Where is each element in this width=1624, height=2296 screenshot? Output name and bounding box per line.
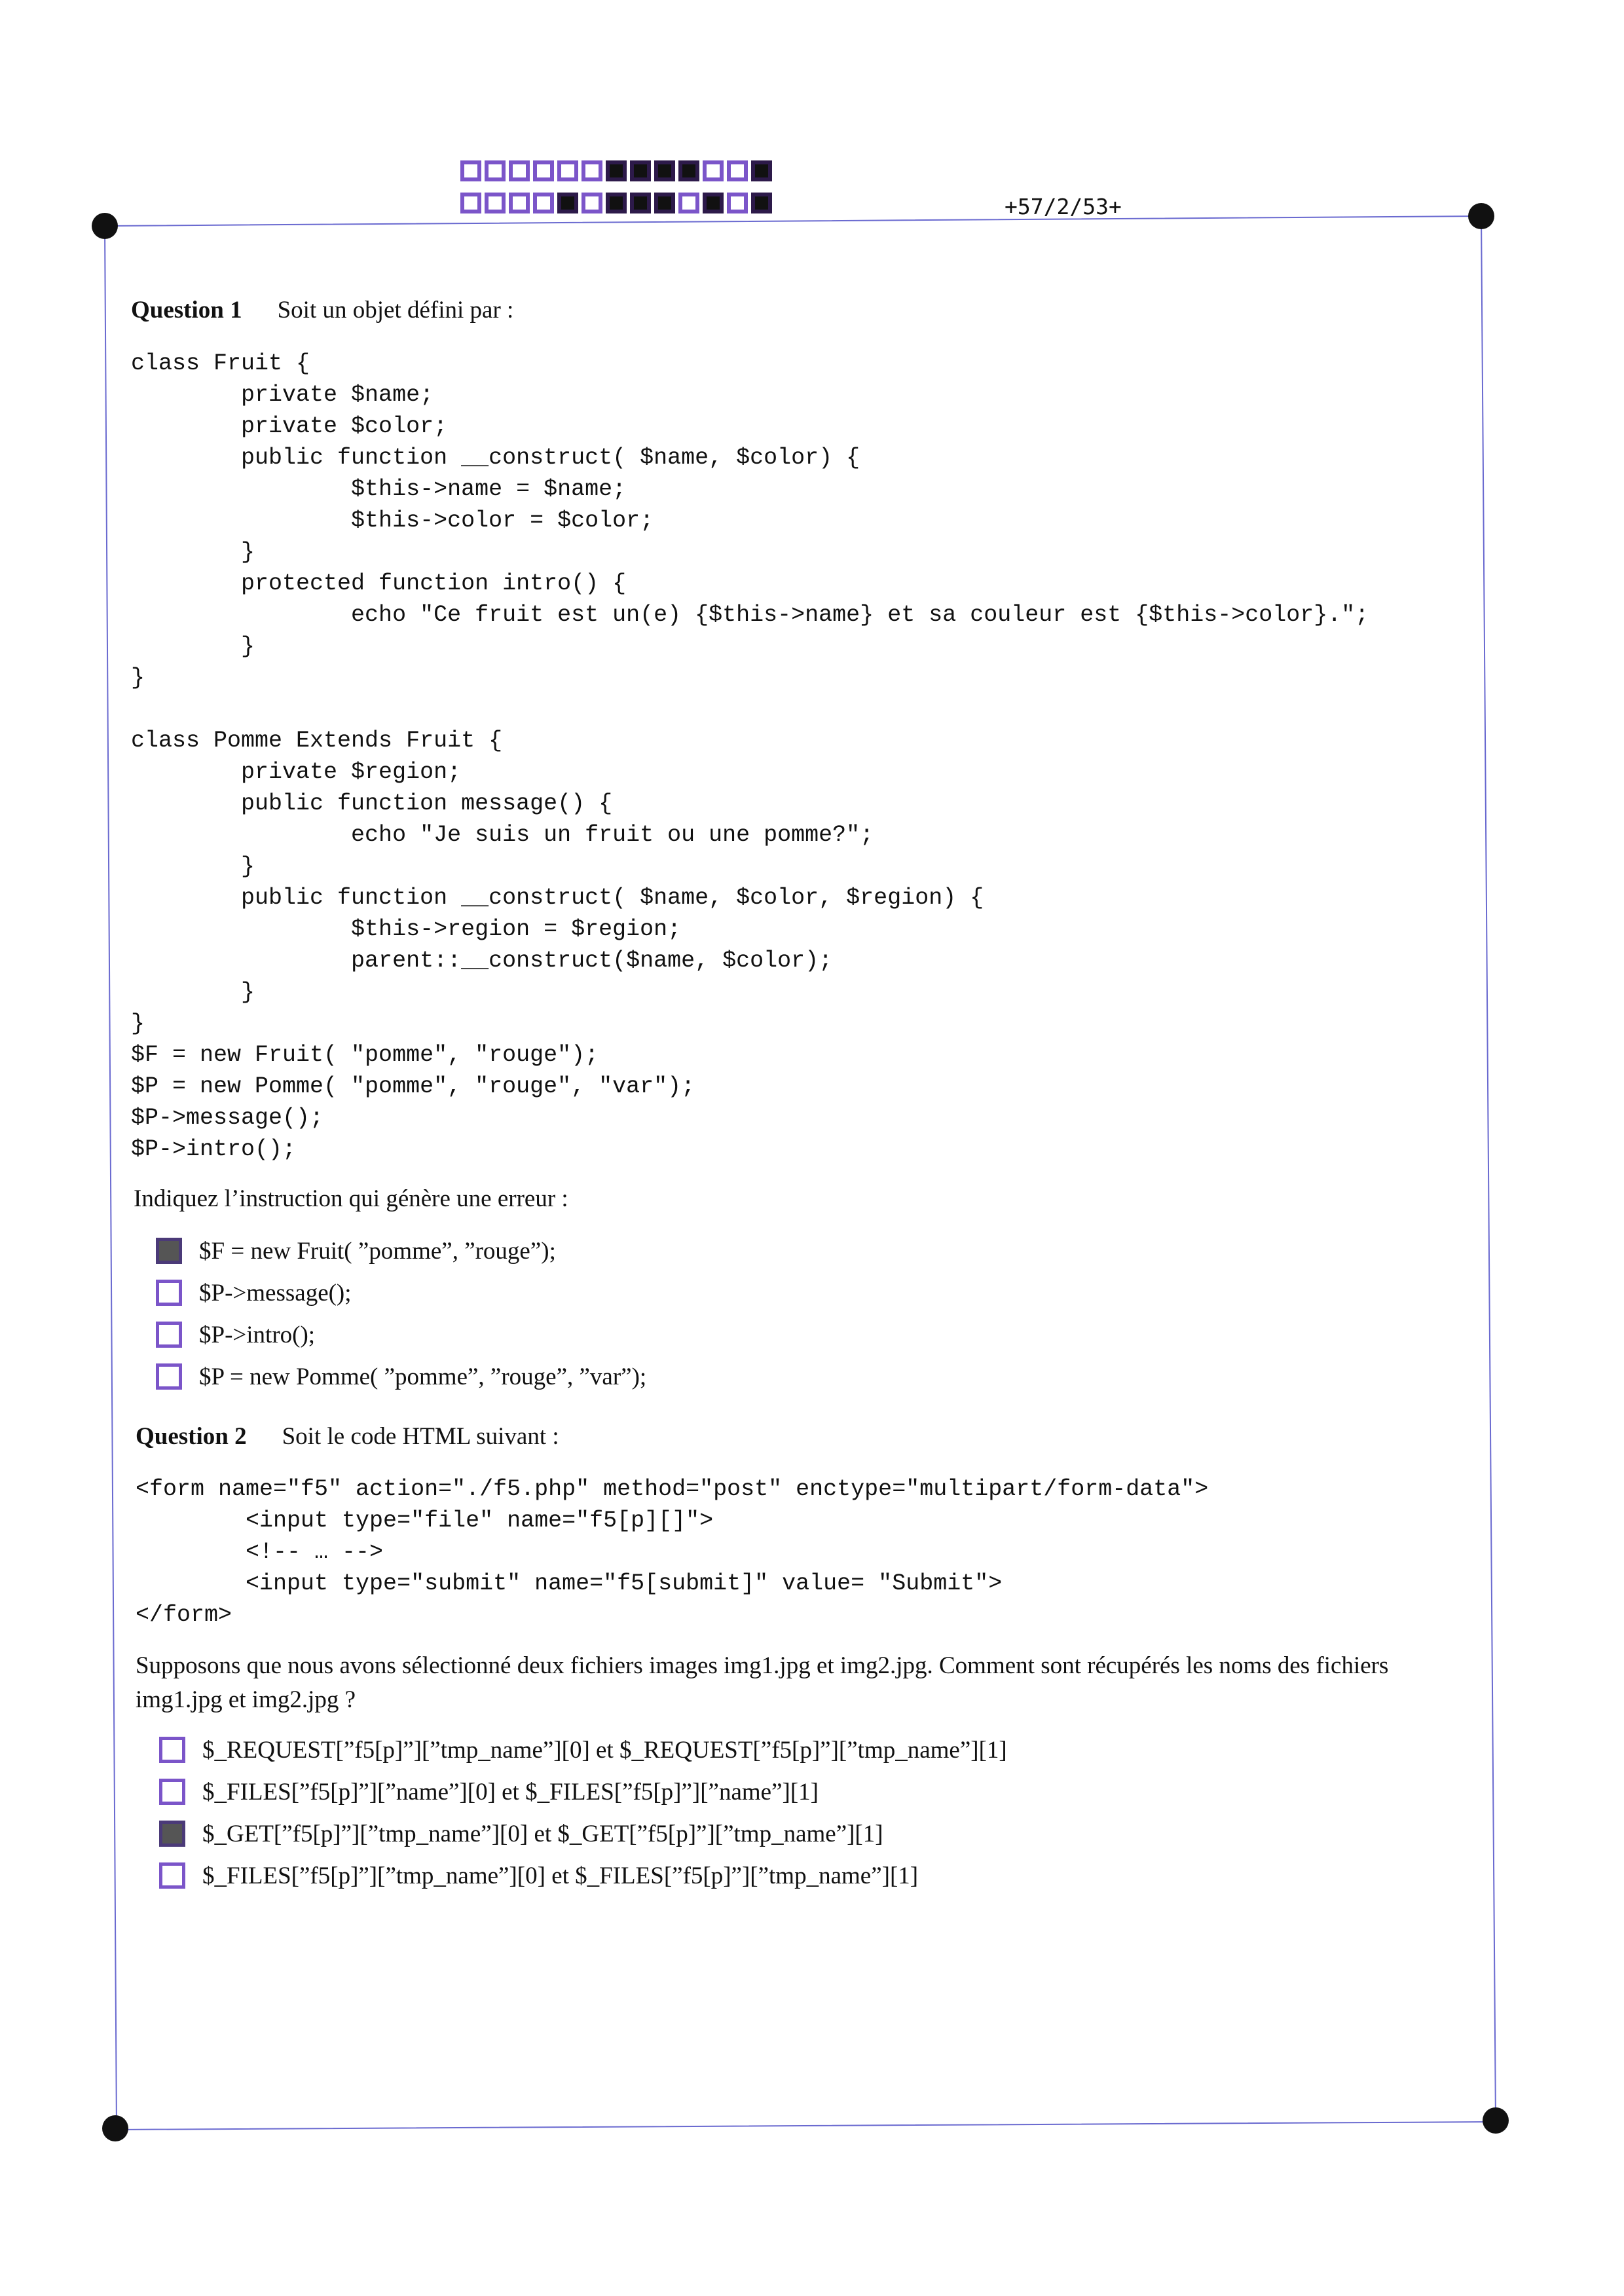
id-mark-cell [557, 160, 578, 181]
question-1-answers [156, 1230, 646, 1398]
code-line: public function message() { [131, 790, 613, 817]
code-line: echo "Je suis un fruit ou une pomme?"; [131, 822, 874, 848]
answer-option[interactable] [156, 1314, 646, 1356]
id-mark-cell [533, 160, 554, 181]
code-line: private $name; [131, 382, 434, 408]
code-line: $P = new Pomme( "pomme", "rouge", "var"); [131, 1073, 695, 1100]
answer-text: $_GET[”f5[p]”][”tmp_name”][0] et $_GET[”f5[p]”][”tmp_name”][1] [202, 1820, 883, 1847]
question-2-prompt: Supposons que nous avons sélectionné deux fichiers images img1.jpg et img2.jpg. Comment sont récupérés les noms des fichiers img1.jpg et img2.jpg ? [136, 1652, 1389, 1713]
code-line: echo "Ce fruit est un(e) {$this->name} et sa couleur est {$this->color}."; [131, 602, 1369, 628]
answer-text: $_FILES[”f5[p]”][”tmp_name”][0] et $_FILES[”f5[p]”][”tmp_name”][1] [202, 1862, 919, 1889]
question-2-intro: Soit le code HTML suivant : [282, 1423, 559, 1450]
question-2-label: Question 2 [136, 1423, 247, 1450]
code-line: $this->name = $name; [131, 476, 627, 502]
answer-checkbox[interactable] [159, 1821, 185, 1847]
question-1-label: Question 1 [131, 297, 242, 324]
question-2-answers [159, 1729, 1007, 1897]
id-mark-cell [509, 193, 530, 213]
code-line: class Fruit { [131, 350, 310, 377]
id-mark-cell [630, 193, 651, 213]
corner-mark-top-left [92, 213, 118, 239]
id-mark-cell [533, 193, 554, 213]
code-line: } [131, 539, 255, 565]
id-mark-cell [727, 160, 748, 181]
code-line: class Pomme Extends Fruit { [131, 728, 503, 754]
answer-text: $_FILES[”f5[p]”][”name”][0] et $_FILES[”f5[p]”][”name”][1] [202, 1778, 819, 1805]
question-1-intro: Soit un objet défini par : [277, 297, 514, 324]
code-line: private $region; [131, 759, 462, 785]
code-line: private $color; [131, 413, 448, 439]
id-mark-cell [485, 160, 506, 181]
id-mark-cell [460, 160, 481, 181]
code-line: <form name="f5" action="./f5.php" method="post" enctype="multipart/form-data"> [136, 1476, 1209, 1502]
answer-checkbox[interactable] [159, 1737, 185, 1763]
answer-text: $F = new Fruit( ”pomme”, ”rouge”); [199, 1237, 556, 1265]
id-mark-cell [727, 193, 748, 213]
code-line: } [131, 633, 255, 659]
corner-mark-top-right [1468, 203, 1494, 229]
id-mark-cell [703, 193, 724, 213]
id-mark-cell [751, 160, 772, 181]
answer-text: $P = new Pomme( ”pomme”, ”rouge”, ”var”); [199, 1363, 647, 1390]
id-mark-cell [654, 193, 675, 213]
corner-mark-bottom-left [102, 2115, 128, 2141]
id-mark-cell [581, 193, 602, 213]
answer-option[interactable] [159, 1855, 1007, 1897]
id-mark-cell [509, 160, 530, 181]
answer-checkbox[interactable] [156, 1322, 182, 1348]
answer-option[interactable] [159, 1813, 1007, 1855]
code-line: </form> [136, 1602, 232, 1628]
answer-option[interactable] [156, 1356, 646, 1398]
id-mark-cell [751, 193, 772, 213]
code-line: $this->color = $color; [131, 508, 654, 534]
student-id-marks-row-2 [460, 193, 775, 213]
page-code: +57/2/53+ [1005, 194, 1122, 219]
answer-option[interactable] [159, 1729, 1007, 1771]
code-line: <!-- … --> [136, 1539, 384, 1565]
id-mark-cell [606, 193, 627, 213]
code-line: } [131, 665, 145, 691]
student-id-marks-row-1 [460, 160, 775, 181]
code-line: } [131, 853, 255, 880]
id-mark-cell [630, 160, 651, 181]
answer-option[interactable] [159, 1771, 1007, 1813]
code-line: public function __construct( $name, $color, $region) { [131, 885, 984, 911]
id-mark-cell [460, 193, 481, 213]
id-mark-cell [703, 160, 724, 181]
code-line: $F = new Fruit( "pomme", "rouge"); [131, 1042, 599, 1068]
code-line: $P->intro(); [131, 1136, 297, 1162]
code-line: <input type="submit" name="f5[submit]" value= "Submit"> [136, 1570, 1003, 1597]
question-2-header [136, 1422, 559, 1451]
id-mark-cell [485, 193, 506, 213]
corner-mark-bottom-right [1483, 2107, 1509, 2134]
code-line: $P->message(); [131, 1105, 324, 1131]
code-line: protected function intro() { [131, 570, 627, 597]
question-1-prompt: Indiquez l’instruction qui génère une erreur : [134, 1185, 568, 1212]
answer-checkbox[interactable] [159, 1779, 185, 1805]
id-mark-cell [654, 160, 675, 181]
code-line: } [131, 1010, 145, 1037]
answer-checkbox[interactable] [156, 1363, 182, 1390]
code-line: $this->region = $region; [131, 916, 682, 942]
id-mark-cell [606, 160, 627, 181]
code-line: parent::__construct($name, $color); [131, 948, 833, 974]
id-mark-cell [581, 160, 602, 181]
question-2-code [136, 1473, 1208, 1631]
answer-option[interactable] [156, 1230, 646, 1272]
answer-checkbox[interactable] [156, 1280, 182, 1306]
code-line: public function __construct( $name, $color) { [131, 445, 860, 471]
id-mark-cell [557, 193, 578, 213]
answer-text: $_REQUEST[”f5[p]”][”tmp_name”][0] et $_REQUEST[”f5[p]”][”tmp_name”][1] [202, 1736, 1007, 1764]
question-1-header [131, 296, 513, 324]
code-line: } [131, 979, 255, 1005]
answer-text: $P->intro(); [199, 1321, 316, 1348]
answer-option[interactable] [156, 1272, 646, 1314]
answer-checkbox[interactable] [156, 1238, 182, 1264]
id-mark-cell [678, 193, 699, 213]
answer-checkbox[interactable] [159, 1862, 185, 1889]
code-line: <input type="file" name="f5[p][]"> [136, 1508, 714, 1534]
answer-text: $P->message(); [199, 1279, 352, 1306]
question-1-code [131, 348, 1369, 1165]
id-mark-cell [678, 160, 699, 181]
